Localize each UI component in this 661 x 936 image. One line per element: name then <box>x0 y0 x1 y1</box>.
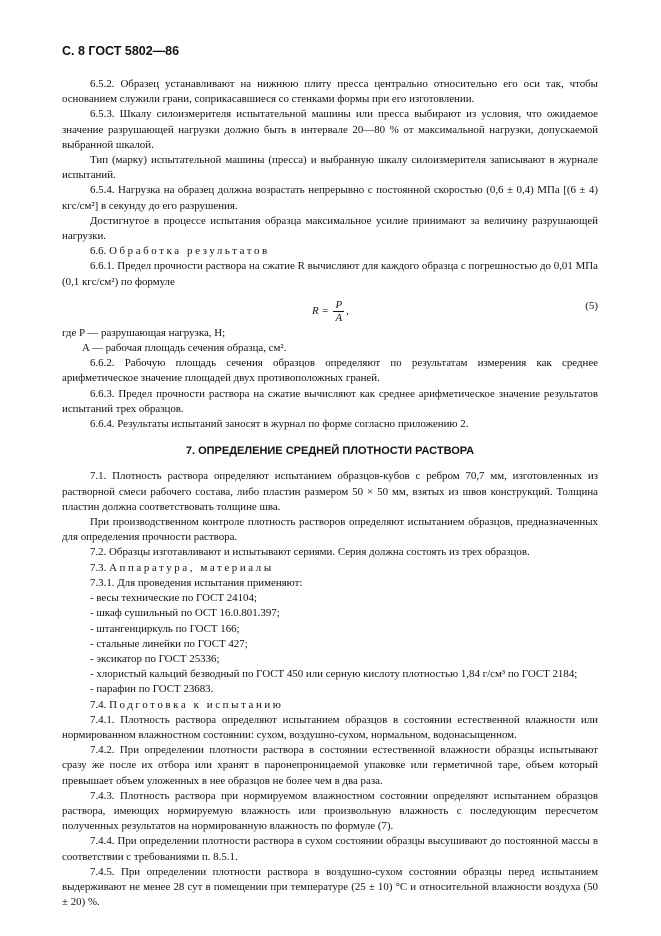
section-title: Аппаратура, материалы <box>109 561 274 574</box>
section-title: Подготовка к испытанию <box>109 698 284 711</box>
formula-5 <box>62 292 598 326</box>
paragraph: 6.6.4. Результаты испытаний заносят в журнал по форме согласно приложению 2. <box>90 418 469 431</box>
paragraph: 6.6.3. Предел прочности раствора на сжатие вычисляют как среднее арифметическое значение результатов испытаний трех образцов. <box>62 387 598 415</box>
paragraph: При производственном контроле плотность растворов определяют испытанием образцов, предназначенных для определения прочности раствора. <box>62 516 598 544</box>
subsection-heading-6-6 <box>62 244 598 259</box>
paragraph: 7.4.3. Плотность раствора при нормируемом влажностном состоянии определяют испытанием образцов раствора, имеющих нормируемую влажность или произвольную влажность с последующим пересчетом полученных результатов на нормированную влажность по формуле (7). <box>62 789 598 833</box>
subsection-heading-7-4 <box>62 698 598 713</box>
where-line: где P — разрушающая нагрузка, Н; <box>62 326 226 339</box>
section-number: 7.4. <box>90 698 107 711</box>
list-item: - хлористый кальций безводный по ГОСТ 450 или серную кислоту плотностью 1,84 г/см³ по ГОСТ 2184; <box>90 668 578 681</box>
paragraph: 6.6.2. Рабочую площадь сечения образцов определяют по результатам измерения как среднее арифметическое значение площадей двух противоположных граней. <box>62 357 598 385</box>
section-title: Обработка результатов <box>109 245 270 258</box>
fraction-denominator: A <box>335 311 343 324</box>
paragraph: 6.5.3. Шкалу силоизмерителя испытательной машины или пресса выбирают из условия, что ожидаемое значение разрушающей нагрузки должно быть в интервале 20—80 % от максимальной нагрузки, допускаемой выбранной шкалой. <box>62 108 598 151</box>
paragraph: 7.2. Образцы изготавливают и испытывают сериями. Серия должна состоять из трех образцов. <box>90 546 530 559</box>
fraction <box>333 299 344 324</box>
section-number: 7.3. <box>90 561 107 574</box>
list-item: - эксикатор по ГОСТ 25336; <box>90 652 220 665</box>
formula-tail: , <box>346 304 349 317</box>
paragraph: 7.4.1. Плотность раствора определяют испытанием образцов в состоянии естественной влажности или нормированном влажностном состоянии: сухом, воздушно-сухом, нормальном, водонасыщенном. <box>62 713 598 741</box>
section-number: 6.6. <box>90 245 107 258</box>
page-header: С. 8 ГОСТ 5802—86 <box>62 44 180 58</box>
list-item: - весы технические по ГОСТ 24104; <box>90 592 257 605</box>
paragraph: 7.4.2. При определении плотности раствора в состоянии естественной влажности образцы испытывают сразу же после их отбора или хранят в паронепроницаемой упаковке или герметичной таре, объем который превышает объем уложенных в нее образцов не более чем в два раза. <box>62 744 598 787</box>
paragraph: 7.4.4. При определении плотности раствора в сухом состоянии образцы высушивают до постоянной массы в соответствии с требованиями п. 8.5.1. <box>62 835 598 863</box>
page-content <box>62 77 598 910</box>
section-heading-7: 7. ОПРЕДЕЛЕНИЕ СРЕДНЕЙ ПЛОТНОСТИ РАСТВОРА <box>185 445 475 458</box>
list-item: - шкаф сушильный по ОСТ 16.0.801.397; <box>90 607 280 620</box>
paragraph: Тип (марку) испытательной машины (пресса) и выбранную шкалу силоизмерителя записывают в журнале испытаний. <box>62 154 598 182</box>
subsection-heading-7-3 <box>62 561 598 576</box>
paragraph: 6.5.4. Нагрузка на образец должна возрастать непрерывно с постоянной скоростью (0,6 ± 0,4) МПа [(6 ± 4) кгс/см²] в секунду до его разрушения. <box>62 184 598 212</box>
formula-lhs: R = <box>312 304 329 317</box>
paragraph: 7.3.1. Для проведения испытания применяют: <box>90 576 303 589</box>
paragraph: 7.1. Плотность раствора определяют испытанием образцов-кубов с ребром 70,7 мм, изготовленных из растворной смеси рабочего состава, либо пластин размером 50 × 50 мм, взятых из швов конструкций. Толщина пластин должна соответствовать толщине шва. <box>62 470 598 513</box>
formula-number: (5) <box>585 299 598 312</box>
formula-body <box>312 299 349 324</box>
fraction-numerator: P <box>335 298 343 311</box>
paragraph: 7.4.5. При определении плотности раствора в воздушно-сухом состоянии образцы перед испытанием выдерживают не менее 28 сут в помещении при температуре (25 ± 10) °С и относительной влажности воздуха (50 ± 20) %. <box>62 865 598 909</box>
list-item: - штангенциркуль по ГОСТ 166; <box>90 622 240 635</box>
paragraph: 6.5.2. Образец устанавливают на нижнюю плиту пресса центрально относительно его оси так, чтобы основанием служили грани, соприкасавшиеся со стенками формы при его изготовлении. <box>62 78 598 106</box>
paragraph: Достигнутое в процессе испытания образца максимальное усилие принимают за величину разрушающей нагрузки. <box>62 214 598 243</box>
list-item: - стальные линейки по ГОСТ 427; <box>90 637 248 650</box>
paragraph: 6.6.1. Предел прочности раствора на сжатие R вычисляют для каждого образца с погрешностью до 0,01 МПа (0,1 кгс/см²) по формуле <box>62 260 598 288</box>
list-item: - парафин по ГОСТ 23683. <box>90 683 214 696</box>
where-line: A — рабочая площадь сечения образца, см². <box>82 342 287 355</box>
